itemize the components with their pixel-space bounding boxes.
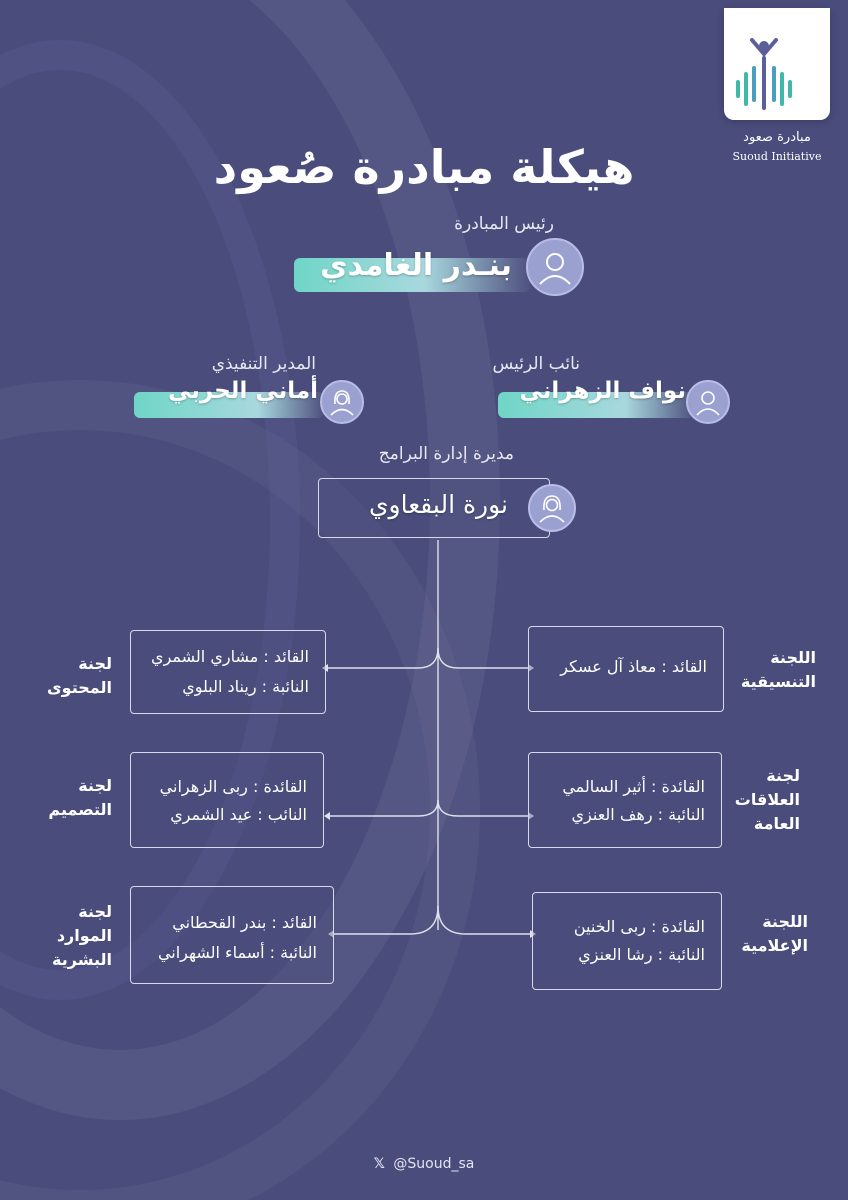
committee-label-line: اللجنة [770, 648, 816, 667]
programs-director-role: مديرة إدارة البرامج [378, 444, 514, 464]
committee-label-line: الإعلامية [741, 936, 808, 955]
design-committee-box [130, 752, 324, 848]
committee-label-line: لجنة [766, 766, 800, 785]
design-committee-label [48, 774, 112, 822]
committee-label-line: المحتوى [47, 678, 112, 697]
design-committee-deputy: النائب : عيد الشمري [170, 805, 307, 824]
committee-label-line: العلاقات [734, 790, 800, 809]
committee-label-line: الموارد [56, 926, 112, 945]
committee-label-line: لجنة [78, 776, 112, 795]
hr-committee-leader: القائد : بندر القحطاني [172, 913, 317, 932]
committee-label-line: لجنة [78, 654, 112, 673]
committee-label-line: لجنة [78, 902, 112, 921]
media-committee-label [741, 910, 808, 958]
president-name: بنـدر الغامدي [320, 248, 512, 283]
content-committee-leader: القائد : مشاري الشمري [151, 647, 309, 666]
content-committee-label [47, 652, 112, 700]
content-committee-box [130, 630, 326, 714]
social-handle[interactable]: @Suoud_sa [393, 1156, 475, 1172]
committee-label-line: العامة [753, 814, 800, 833]
footer [0, 1156, 848, 1172]
public-relations-committee-deputy: النائبة : رهف العنزي [571, 805, 705, 824]
design-committee-leader: القائدة : ربى الزهراني [159, 777, 307, 796]
executive-director-name: أماني الحربي [168, 378, 318, 404]
committee-label-line: التنسيقية [740, 672, 816, 691]
vice-president-name: نواف الزهراني [519, 378, 686, 404]
coordination-committee-label [741, 646, 816, 694]
public-relations-committee-leader: القائدة : أثير السالمي [562, 777, 705, 796]
content-committee-deputy: النائبة : ريناد البلوي [182, 677, 309, 696]
x-logo-icon: 𝕏 [373, 1156, 385, 1172]
executive-director-role: المدير التنفيذي [211, 354, 316, 374]
page-title: هيكلة مبادرة صُعود [213, 140, 635, 194]
committee-label-line: التصميم [48, 800, 112, 819]
public-relations-committee-box [528, 752, 722, 848]
hr-committee-label [52, 900, 112, 972]
media-committee-leader: القائدة : ربى الخنين [573, 917, 705, 936]
coordination-committee-box [528, 626, 724, 712]
logo-name-arabic: مبادرة صعود [743, 130, 811, 145]
logo-name-english: Suoud Initiative [732, 150, 822, 163]
programs-director-name: نورة البقعاوي [368, 490, 508, 519]
president-role: رئيس المبادرة [454, 214, 554, 234]
committee-label-line: البشرية [52, 950, 112, 969]
hr-committee-box [130, 886, 334, 984]
media-committee-box [532, 892, 722, 990]
hr-committee-deputy: النائبة : أسماء الشهراني [157, 943, 317, 962]
public-relations-committee-label [735, 764, 800, 836]
media-committee-deputy: النائبة : رشا العنزي [578, 945, 705, 964]
vice-president-role: نائب الرئيس [492, 354, 580, 374]
coordination-committee-leader: القائد : معاذ آل عسكر [560, 657, 707, 676]
committee-label-line: اللجنة [762, 912, 808, 931]
